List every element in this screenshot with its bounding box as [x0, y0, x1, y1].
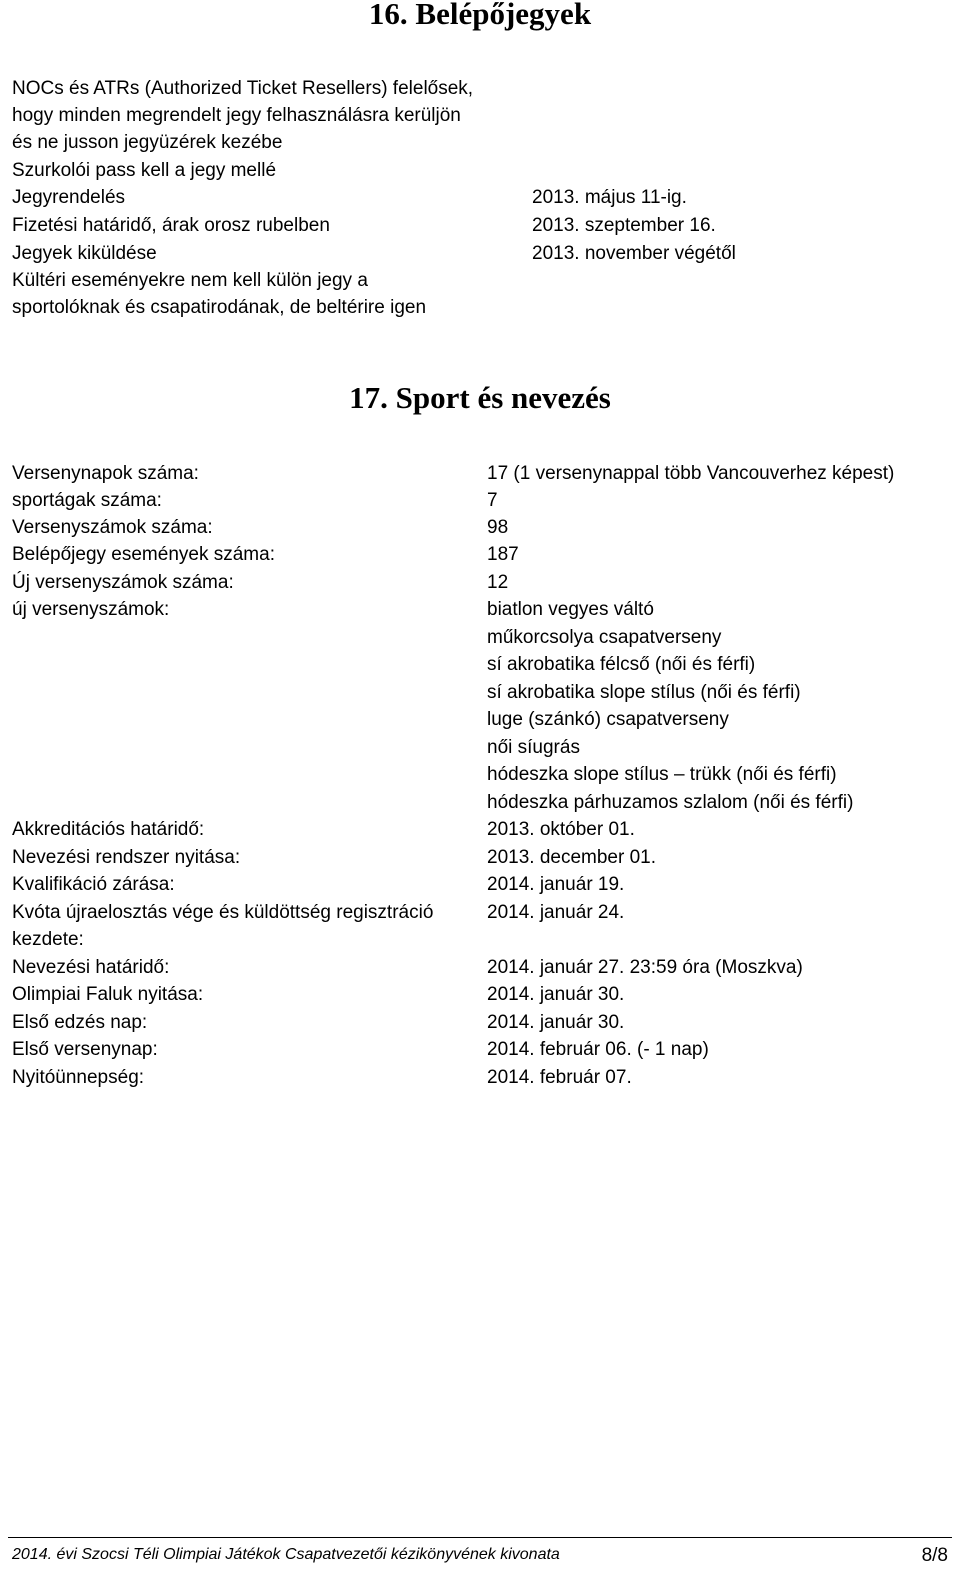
stat-label: Új versenyszámok száma: [12, 572, 234, 593]
deadline-value: 2013. október 01. [487, 819, 635, 840]
deadline-value: 2013. december 01. [487, 847, 657, 868]
ticket-row-value: 2013. szeptember 16. [532, 215, 716, 236]
new-event-item: műkorcsolya csapatverseny [487, 627, 722, 648]
deadline-label: Nevezési határidő: [12, 957, 170, 978]
deadline-label: Olimpiai Faluk nyitása: [12, 984, 204, 1005]
deadline-label: Kvalifikáció zárása: [12, 874, 175, 895]
new-event-item: luge (szánkó) csapatverseny [487, 709, 729, 730]
deadline-value: 2014. január 30. [487, 1012, 625, 1033]
deadline-value: 2014. január 27. 23:59 óra (Moszkva) [487, 957, 803, 978]
new-event-item: sí akrobatika félcső (női és férfi) [487, 654, 756, 675]
deadline-value: 2014. január 30. [487, 984, 625, 1005]
stat-value: 187 [487, 544, 519, 565]
intro-line: és ne jusson jegyüzérek kezébe [12, 132, 283, 153]
stat-label: Belépőjegy események száma: [12, 544, 275, 565]
new-events-label: új versenyszámok: [12, 599, 170, 620]
ticket-row-label: Jegyek kiküldése [12, 243, 157, 264]
stat-value: 98 [487, 517, 509, 538]
deadline-label-continuation: kezdete: [12, 929, 84, 950]
stat-label: sportágak száma: [12, 490, 162, 511]
deadline-label: Első versenynap: [12, 1039, 158, 1060]
note-line: Kültéri eseményekre nem kell külön jegy a [12, 270, 368, 291]
deadline-value: 2014. február 06. (- 1 nap) [487, 1039, 709, 1060]
new-event-item: biatlon vegyes váltó [487, 599, 654, 620]
deadline-label: Kvóta újraelosztás vége és küldöttség regisztráció [12, 902, 434, 923]
note-line: sportolóknak és csapatirodának, de beltérire igen [12, 297, 427, 318]
intro-line: Szurkolói pass kell a jegy mellé [12, 160, 277, 181]
ticket-row-value: 2013. november végétől [532, 243, 736, 264]
stat-value: 12 [487, 572, 509, 593]
deadline-value: 2014. február 07. [487, 1067, 632, 1088]
stat-label: Versenyszámok száma: [12, 517, 213, 538]
ticket-row-value: 2013. május 11-ig. [532, 187, 687, 208]
new-event-item: női síugrás [487, 737, 580, 758]
deadline-label: Akkreditációs határidő: [12, 819, 205, 840]
stat-value: 7 [487, 490, 498, 511]
page-number: 8/8 [921, 1545, 948, 1566]
new-event-item: hódeszka slope stílus – trükk (női és férfi) [487, 764, 837, 785]
deadline-label: Nyitóünnepség: [12, 1067, 145, 1088]
intro-line: hogy minden megrendelt jegy felhasználásra kerüljön [12, 105, 461, 126]
stat-value: 17 (1 versenynappal több Vancouverhez képest) [487, 463, 895, 484]
new-event-item: sí akrobatika slope stílus (női és férfi) [487, 682, 801, 703]
deadline-value: 2014. január 24. [487, 902, 625, 923]
stat-label: Versenynapok száma: [12, 463, 199, 484]
deadline-label: Nevezési rendszer nyitása: [12, 847, 241, 868]
deadline-value: 2014. január 19. [487, 874, 625, 895]
section-16-title: 16. Belépőjegyek [368, 0, 592, 31]
ticket-row-label: Jegyrendelés [12, 187, 126, 208]
ticket-row-label: Fizetési határidő, árak orosz rubelben [12, 215, 330, 236]
section-17-title: 17. Sport és nevezés [349, 380, 611, 415]
intro-line: NOCs és ATRs (Authorized Ticket Resellers) felelősek, [12, 78, 474, 99]
footer-divider [8, 1537, 952, 1538]
deadline-label: Első edzés nap: [12, 1012, 148, 1033]
new-event-item: hódeszka párhuzamos szlalom (női és férfi) [487, 792, 854, 813]
footer-title: 2014. évi Szocsi Téli Olimpiai Játékok Csapatvezetői kézikönyvének kivonata [12, 1546, 560, 1563]
